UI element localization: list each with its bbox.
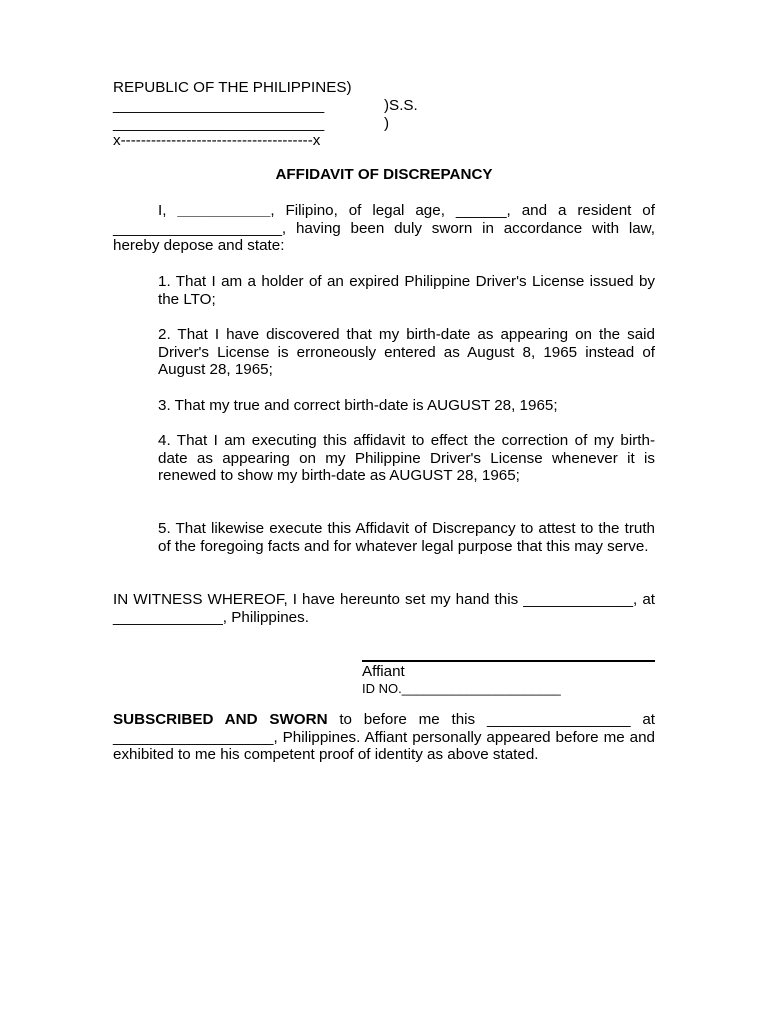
venue-blank-2: _________________________ bbox=[113, 115, 325, 132]
jurat-bold: SUBSCRIBED AND SWORN bbox=[113, 711, 328, 728]
affiant-label: Affiant bbox=[362, 663, 405, 680]
intro-name-blank: ___________ bbox=[177, 202, 271, 219]
intro-i: I, bbox=[158, 202, 167, 219]
item-4: 4. That I am executing this affidavit to effect the correction of my birth-date as appearing on my Philippine Driver's License whenever it is renewed to show my birth-date as AUGUST 28, 1965; bbox=[158, 432, 655, 485]
venue-republic: REPUBLIC OF THE PHILIPPINES) bbox=[113, 79, 352, 96]
witness-clause: IN WITNESS WHEREOF, I have hereunto set my hand this _____________, at _____________, Philippines. bbox=[113, 591, 655, 626]
item-1: 1. That I am a holder of an expired Philippine Driver's License issued by the LTO; bbox=[158, 273, 655, 308]
intro-text: , Filipino, of legal age, ______, and a resident of ____________________, having been duly sworn in accordance with law, hereby depose and state: bbox=[113, 202, 655, 255]
item-3: 3. That my true and correct birth-date is AUGUST 28, 1965; bbox=[158, 397, 558, 414]
venue-ss: )S.S. bbox=[384, 97, 418, 114]
intro-paragraph bbox=[113, 202, 655, 255]
document-title: AFFIDAVIT OF DISCREPANCY bbox=[275, 166, 493, 183]
jurat-paragraph bbox=[113, 711, 655, 764]
jurat-text: to before me this _________________ at ___________________, Philippines. Affiant personally appeared before me and exhibited to me his competent proof of identity as above stated. bbox=[113, 711, 655, 764]
item-5: 5. That likewise execute this Affidavit of Discrepancy to attest to the truth of the foregoing facts and for whatever legal purpose that this may serve. bbox=[158, 520, 655, 555]
venue-paren: ) bbox=[384, 115, 390, 132]
venue-blank-1: _________________________ bbox=[113, 97, 325, 114]
id-no-field: ID NO.______________________ bbox=[362, 681, 561, 696]
item-2: 2. That I have discovered that my birth-date as appearing on the said Driver's License is erroneously entered as August 8, 1965 instead of August 28, 1965; bbox=[158, 326, 655, 379]
signature-line bbox=[362, 660, 655, 662]
venue-x-line: x--------------------------------------x bbox=[113, 132, 321, 149]
